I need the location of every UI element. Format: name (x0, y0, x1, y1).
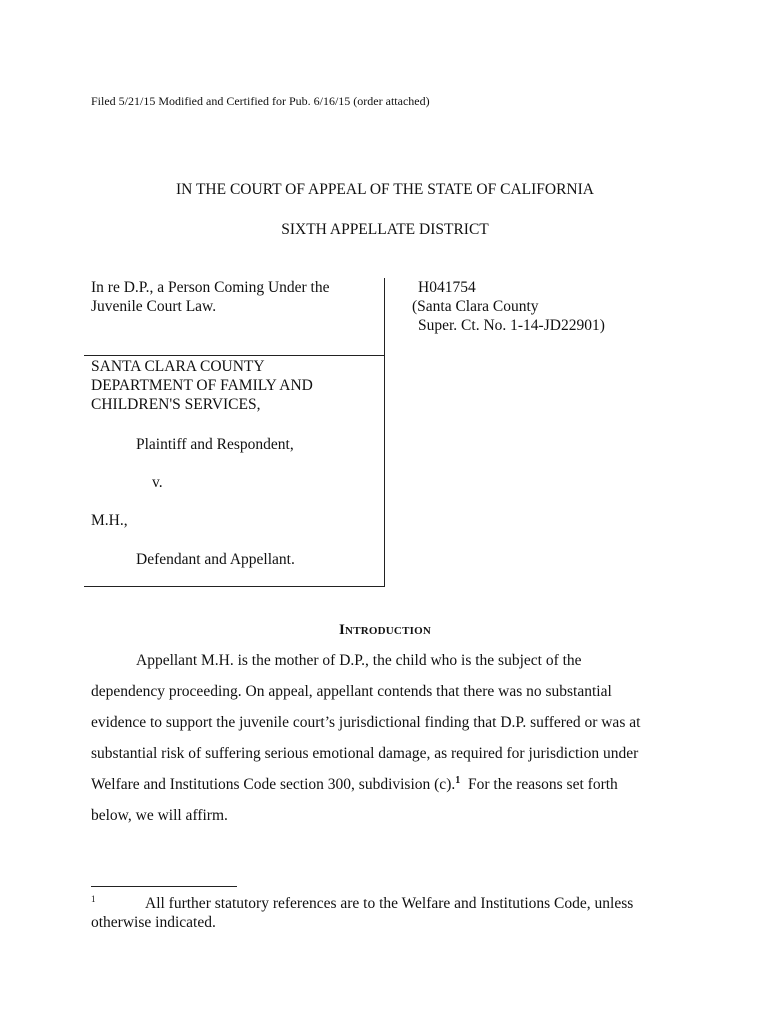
plaintiff-line-2: DEPARTMENT OF FAMILY AND (91, 377, 313, 394)
footnote-number: 1 (91, 894, 96, 904)
intro-line-4: substantial risk of suffering serious emotional damage, as required for jurisdiction under (91, 745, 639, 762)
plaintiff-role: Plaintiff and Respondent, (136, 436, 294, 453)
defendant-role: Defendant and Appellant. (136, 551, 295, 568)
in-re-line-2: Juvenile Court Law. (91, 298, 217, 315)
footnote-line-1: All further statutory references are to the Welfare and Institutions Code, unless (145, 895, 634, 912)
case-info (410, 278, 605, 335)
versus: v. (152, 474, 163, 491)
in-re-line-1: In re D.P., a Person Coming Under the (91, 279, 330, 296)
introduction-heading: Introduction (339, 622, 431, 638)
footnote-reference[interactable]: 1 (455, 774, 461, 786)
caption-bottom-divider (84, 586, 385, 587)
in-re-caption (91, 278, 330, 316)
plaintiff-line-3: CHILDREN'S SERVICES, (91, 396, 261, 413)
intro-line-5 (91, 776, 618, 794)
defendant-name: M.H., (91, 512, 128, 529)
intro-line-2: dependency proceeding. On appeal, appellant contends that there was no substantial (91, 683, 612, 700)
county-line-2: Super. Ct. No. 1-14-JD22901) (418, 317, 605, 334)
intro-line-1: Appellant M.H. is the mother of D.P., the child who is the subject of the (136, 652, 582, 669)
case-number: H041754 (418, 279, 476, 296)
plaintiff-name (91, 357, 313, 414)
footnote-separator (91, 886, 237, 887)
court-title: IN THE COURT OF APPEAL OF THE STATE OF CALIFORNIA (176, 181, 594, 198)
caption-middle-divider (84, 355, 385, 356)
filing-note: Filed 5/21/15 Modified and Certified for Pub. 6/16/15 (order attached) (91, 94, 430, 108)
intro-line-3: evidence to support the juvenile court’s jurisdictional finding that D.P. suffered or was at (91, 714, 641, 731)
appellate-district: SIXTH APPELLATE DISTRICT (281, 221, 489, 238)
county-line-1: (Santa Clara County (412, 298, 539, 315)
caption-vertical-divider (384, 278, 385, 587)
footnote-line-2: otherwise indicated. (91, 914, 216, 931)
intro-line-6: below, we will affirm. (91, 807, 228, 824)
intro-line-5-text: Welfare and Institutions Code section 300, subdivision (c). (91, 776, 456, 793)
plaintiff-line-1: SANTA CLARA COUNTY (91, 358, 265, 375)
intro-line-5-text-end: For the reasons set forth (460, 776, 618, 793)
